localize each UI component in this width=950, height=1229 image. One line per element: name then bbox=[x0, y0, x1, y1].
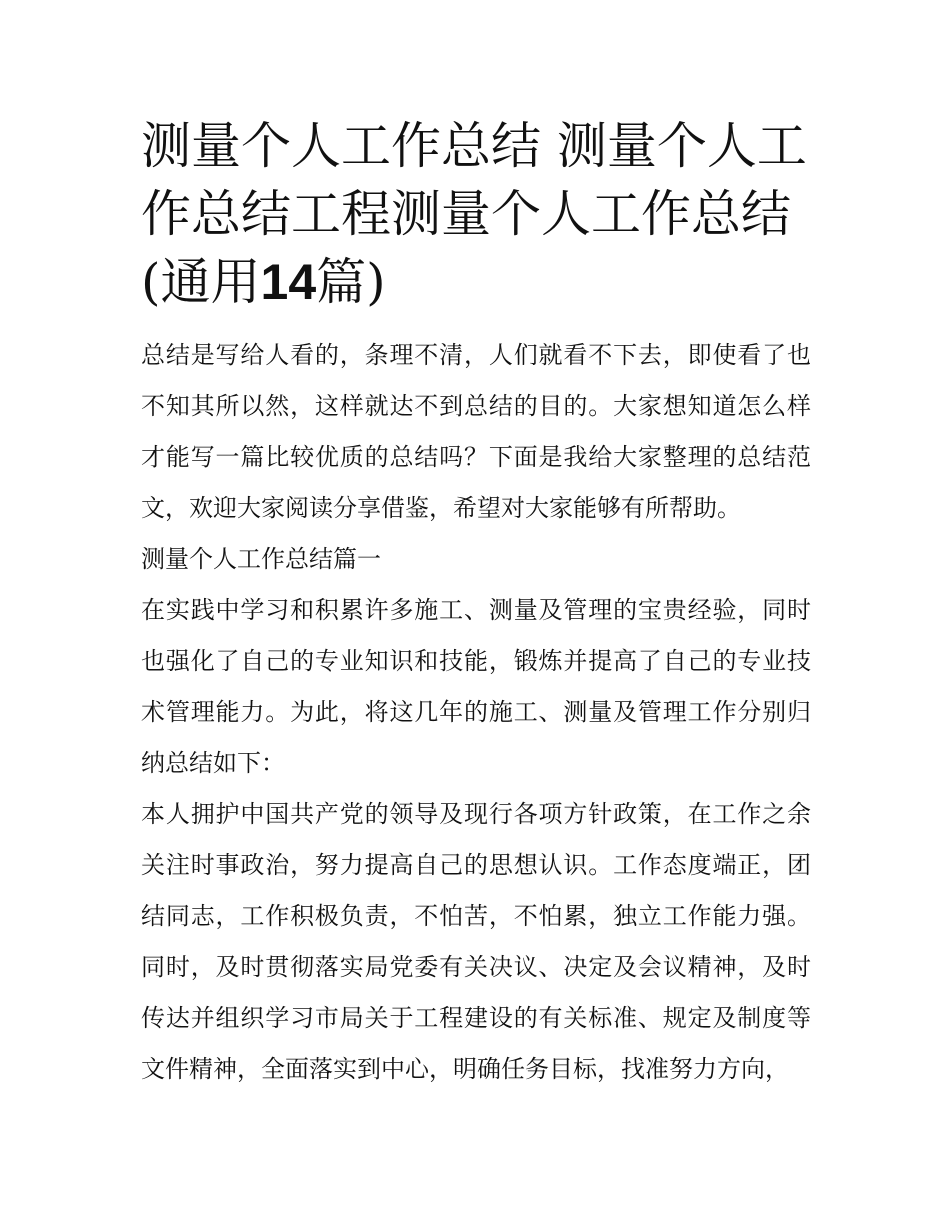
title-number: 14 bbox=[260, 254, 317, 310]
document-title bbox=[141, 112, 811, 316]
section-heading: 测量个人工作总结篇一 bbox=[141, 545, 381, 573]
body-paragraph-1: 在实践中学习和积累许多施工、测量及管理的宝贵经验，同时也强化了自己的专业知识和技能，锻炼并提高了自己的专业技术管理能力。为此，将这几年的施工、测量及管理工作分别归纳总结如下： bbox=[141, 596, 811, 777]
document-content bbox=[141, 112, 811, 1095]
title-text-part1: 测量个人工作总结 测量个人工作总结工程测量个人工作总结(通用 bbox=[141, 117, 807, 311]
body-paragraph-2: 本人拥护中国共产党的领导及现行各项方针政策，在工作之余关注时事政治，努力提高自己的思想认识。工作态度端正，团结同志，工作积极负责，不怕苦，不怕累，独立工作能力强。同时，及时贯彻落实局党委有关决议、决定及会议精神，及时传达并组织学习市局关于工程建设的有关标准、规定及制度等文件精神，全面落实到中心，明确任务目标，找准努力方向， bbox=[141, 800, 811, 1083]
title-text-part2: 篇) bbox=[316, 253, 386, 311]
intro-paragraph: 总结是写给人看的，条理不清，人们就看不下去，即使看了也不知其所以然，这样就达不到总结的目的。大家想知道怎么样才能写一篇比较优质的总结吗？下面是我给大家整理的总结范文，欢迎大家阅读分享借鉴，希望对大家能够有所帮助。 bbox=[141, 341, 811, 522]
